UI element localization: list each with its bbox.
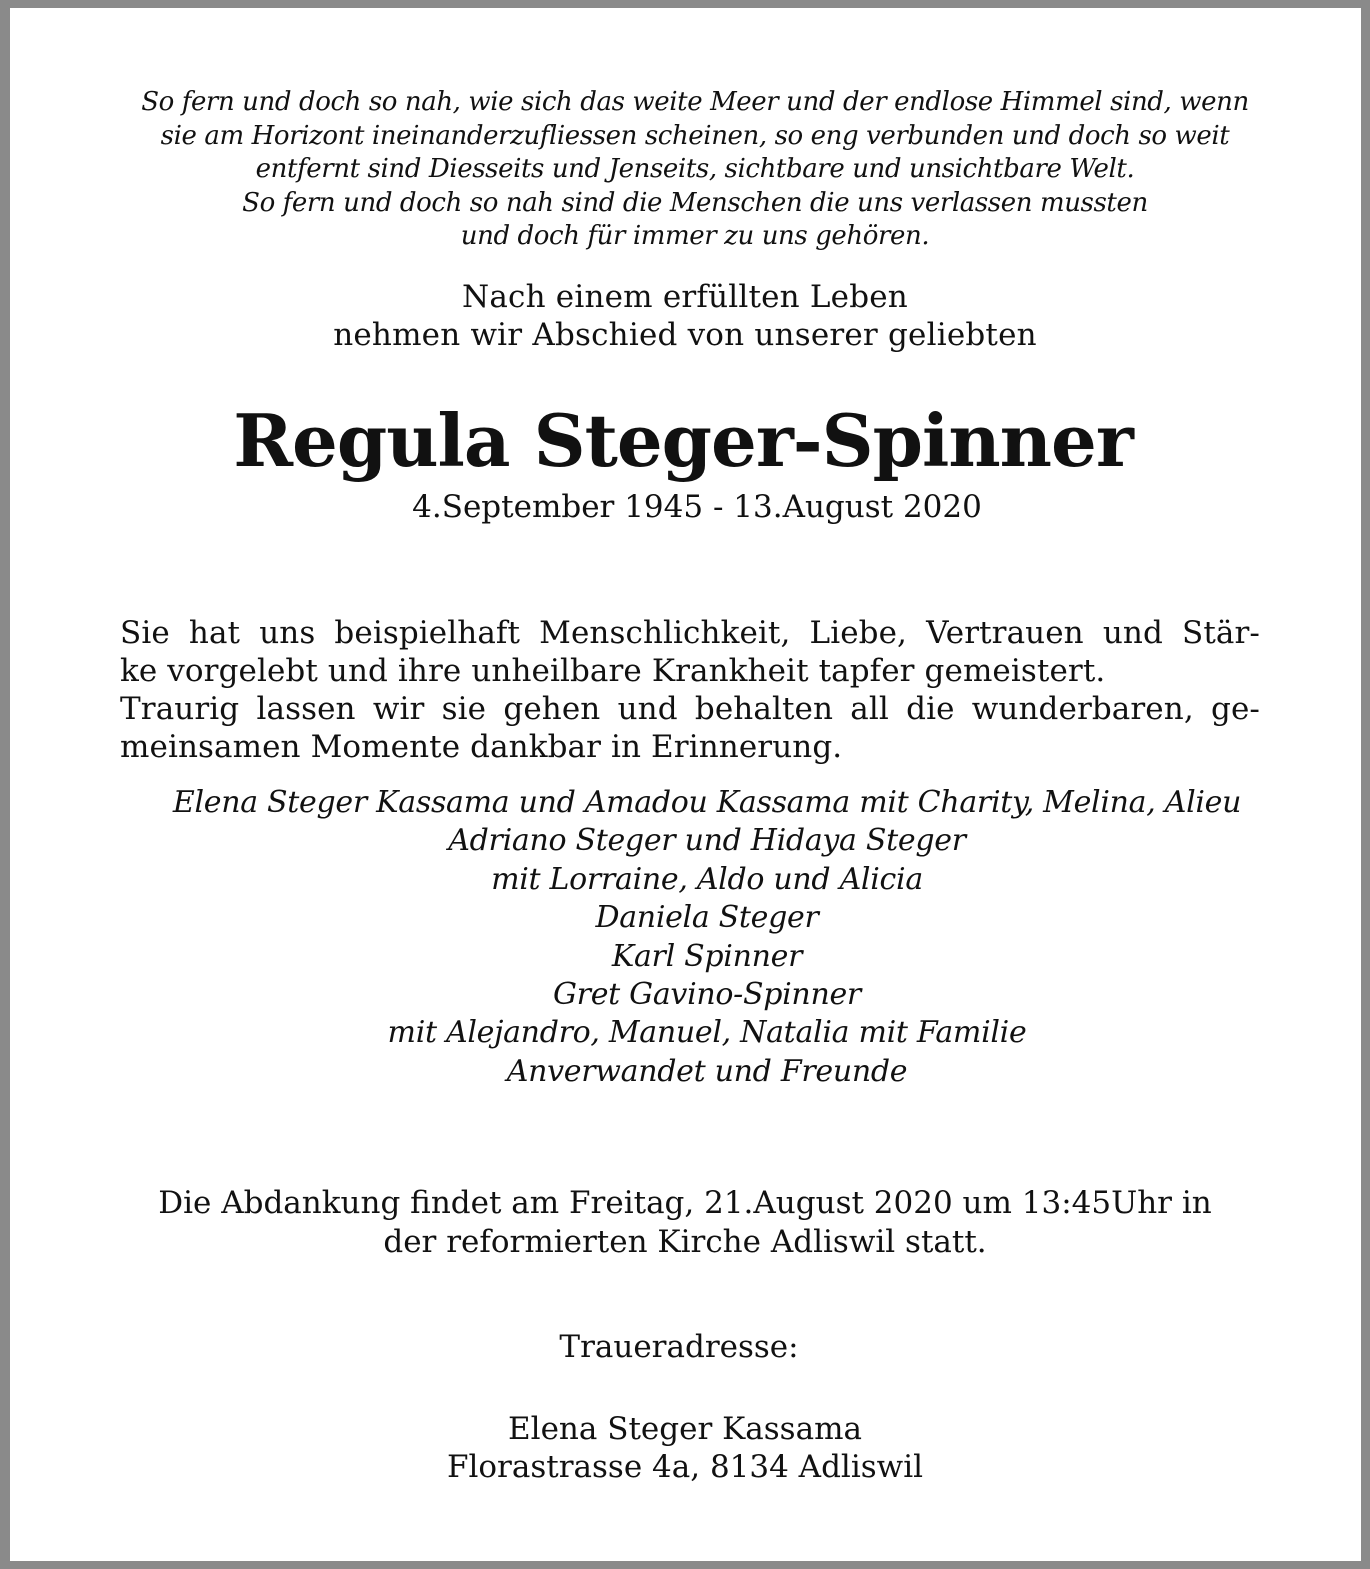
poem-line: So fern und doch so nah sind die Menschen die uns verlassen mussten [242,187,1148,218]
family-line: Anverwandet und Freunde [506,1053,908,1089]
tribute-line: ke vorgelebt und ihre unheilbare Krankheit tapfer gemeistert. [120,653,1106,689]
mourning-address-label: Traueradresse: [559,1329,799,1365]
family-line: Adriano Steger und Hidaya Steger [448,823,966,859]
address-line: Elena Steger Kassama [508,1411,862,1447]
intro-line: Nach einem erfüllten Leben [462,279,908,315]
address-line: Florastrasse 4a, 8134 Adliswil [446,1449,924,1485]
intro-text [0,278,1370,354]
tribute-line: Traurig lassen wir sie gehen und behalten all die wunderbaren, ge- [120,691,1260,727]
tribute-line: Sie hat uns beispielhaft Menschlichkeit, Liebe, Vertrauen und Stär- [120,615,1260,651]
poem-line: sie am Horizont ineinanderzufliessen scheinen, so eng verbunden und doch so weit [160,120,1230,151]
deceased-name: Regula Steger-Spinner [233,398,1133,483]
poem-line: und doch für immer zu uns gehören. [460,221,930,252]
mourning-address [0,1410,1370,1486]
family-line: mit Alejandro, Manuel, Natalia mit Familie [387,1015,1027,1051]
family-line: Elena Steger Kassama und Amadou Kassama mit Charity, Melina, Alieu [172,785,1242,820]
family-list [22,784,1370,1091]
tribute-text [120,614,1260,766]
family-line: Daniela Steger [595,900,819,936]
poem-line: So fern und doch so nah, wie sich das weite Meer und der endlose Himmel sind, wenn [141,87,1249,117]
life-dates: 4.September 1945 - 13.August 2020 [412,489,982,525]
family-line: Gret Gavino-Spinner [553,977,861,1013]
service-announcement [0,1184,1370,1262]
family-line: mit Lorraine, Aldo und Alicia [491,861,923,897]
family-line: Karl Spinner [611,938,803,974]
service-line: der reformierten Kirche Adliswil statt. [383,1224,987,1260]
service-line: Die Abdankung findet am Freitag, 21.August 2020 um 13:45Uhr in [158,1185,1212,1221]
tribute-line: meinsamen Momente dankbar in Erinnerung. [120,729,843,765]
memorial-poem [10,86,1370,254]
intro-line: nehmen wir Abschied von unserer geliebten [333,317,1037,353]
poem-line: entfernt sind Diesseits und Jenseits, sichtbare und unsichtbare Welt. [255,154,1135,185]
